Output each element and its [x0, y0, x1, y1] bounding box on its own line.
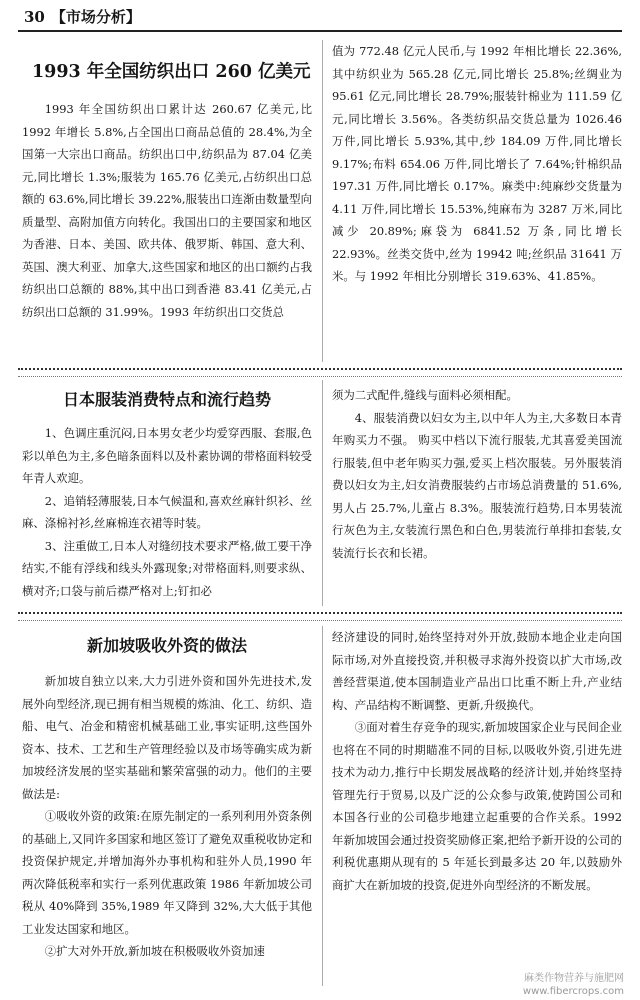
article2-right-column — [332, 384, 622, 564]
column-separator — [322, 40, 323, 362]
page-number: 30 — [24, 8, 45, 26]
section-divider — [18, 612, 622, 621]
watermark-line: www.fibercrops.com — [522, 986, 624, 997]
column-separator — [322, 626, 323, 986]
article3-left-column — [22, 630, 312, 963]
article3-paragraph: ②扩大对外开放,新加坡在积极吸收外资加速 — [44, 944, 265, 958]
article2-paragraph: 2、追销轻薄服装,日本气候温和,喜欢丝麻针织衫、丝麻、涤棉衬衫,丝麻棉连衣裙等时装。 — [22, 493, 312, 530]
section-divider — [18, 368, 622, 377]
watermark-line: 麻类作物营养与施肥网 — [524, 973, 624, 984]
header-rule — [18, 30, 622, 32]
article2-paragraph: 3、注重做工,日本人对缝纫技术要求严格,做工要干净结实,不能有浮线和线头外露现象;对带格面料,则要求纵、横对齐;口袋与前后襟严格对上;钉扣必 — [22, 538, 312, 598]
article1-paragraph: 1993 年全国纺织出口累计达 260.67 亿美元,比 1992 年增长 5.8%,占全国出口商品总值的 28.4%,为全国第一大宗出口商品。纺织出口中,纺织品为 87.04 亿美元,同比增长 1.3%;服装为 165.76 亿美元,占纺织出口总额的 63.6%,同比增长 39.22%,服装出口连渐由数量型向质量型、高附加值方向转化。我国出口的主要国家和地区为香港、日本、美国、欧共体、俄罗斯、韩国、意大利、英国、澳大利亚、加拿大,这些国家和地区的出口额约占我纺织出口总额的 88%,其中出口到香港 83.41 亿美元,占纺织出口总额的 31.99%。1993 年纺织出口交货总 — [22, 102, 312, 319]
article2-left-column — [22, 386, 312, 602]
column-separator — [322, 380, 323, 606]
article2-title: 日本服装消费特点和流行趋势 — [62, 390, 271, 409]
article1-title: 1993 年全国纺织出口 260 亿美元 — [32, 62, 311, 82]
article1-left-column — [22, 56, 312, 323]
article3-paragraph: ①吸收外资的政策:在原先制定的一系列利用外资条例的基础上,又同许多国家和地区签订了避免双重税收协定和投资保护规定,并增加海外办事机构和驻外人员,1990 年两次降低税率和实行一系列优惠政策 1986 年新加坡公司税从 40%降到 35%,1989 年又降到 32%,大大低于其他工业发达国家和地区。 — [22, 809, 312, 936]
article2-paragraph: 须为二式配件,缝线与面料必须相配。 — [332, 388, 518, 402]
section-label: 【市场分析】 — [50, 8, 141, 26]
article1-paragraph: 值为 772.48 亿元人民币,与 1992 年相比增长 22.36%,其中纺织业为 565.28 亿元,同比增长 25.8%;丝绸业为 95.61 亿元,同比增长 28.79%;服装针棉业为 111.59 亿元,同比增长 3.56%。各类纺织品交货总量为 1026.46 万件,同比增长 5.93%,其中,纱 184.09 万件,同比增长 9.17%;布料 654.06 万件,同比增长了 7.64%;针棉织品 197.31 万件,同比增长 0.17%。麻类中:纯麻纱交货量为 4.11 万件,同比增长 15.53%,纯麻布为 3287 万米,同比减少 20.89%;麻袋为 6841.52 万条,同比增长 22.93%。丝类交货中,丝为 19942 吨;丝织品 31641 万米。与 1992 年相比分别增长 319.63%、41.85%。 — [332, 44, 622, 283]
article3-right-column — [332, 626, 622, 896]
page-header — [24, 6, 141, 27]
article3-paragraph: ③面对着生存竞争的现实,新加坡国家企业与民间企业也将在不同的时期瞄准不同的目标,以吸收外资,引进先进技术为动力,推行中长期发展战略的经济计划,并始终坚持管理先行于贸易,以及广泛的公众参与政策,使跨国公司和本国各行业的公司稳步地建立起重要的合作关系。1992 年新加坡国会通过投资奖励修正案,把给予新开设的公司的利税优惠期从现有的 5 年延长到最多达 20 年,以鼓励外商扩大在新加坡的投资,促进外向型经济的不断发展。 — [332, 720, 622, 892]
article3-title: 新加坡吸收外资的做法 — [86, 636, 247, 655]
article3-paragraph: 经济建设的同时,始终坚持对外开放,鼓励本地企业走向国际市场,对外直接投资,并积极寻求海外投资以扩大市场,改善经营渠道,使本国制造业产品出口比重不断上升,产业结构、产品结构不断调整、更新,升级换代。 — [332, 630, 622, 712]
article2-paragraph: 4、服装消费以妇女为主,以中年人为主,大多数日本青年购买力不强。 购买中档以下流行服装,尤其喜爱美国流行服装,但中老年购买力强,爱买上档次服装。另外服装消费以妇女为主,妇女消费服装约占市场总消费量的 51.6%,男人占 25.7%,儿童占 8.3%。服装流行趋势,日本男装流行灰色为主,女装流行黑色和白色,男装流行单排扣套装,女装流行长衣和长裙。 — [332, 410, 622, 560]
article2-paragraph: 1、色调庄重沉闷,日本男女老少均爱穿西服、套服,色彩以单色为主,多色暗条面料以及朴素协调的带格面料较受年青人欢迎。 — [22, 426, 312, 485]
article1-right-column — [332, 40, 622, 288]
article3-paragraph: 新加坡自独立以来,大力引进外资和国外先进技术,发展外向型经济,现已拥有相当规模的炼油、化工、纺织、造船、电气、冶金和精密机械基础工业,事实证明,这些国外资本、技术、工艺和生产管理经验以及市场等确实成为新加坡经济发展的坚实基础和繁荣富强的动力。他们的主要做法是: — [22, 674, 312, 801]
site-watermark — [523, 972, 624, 998]
